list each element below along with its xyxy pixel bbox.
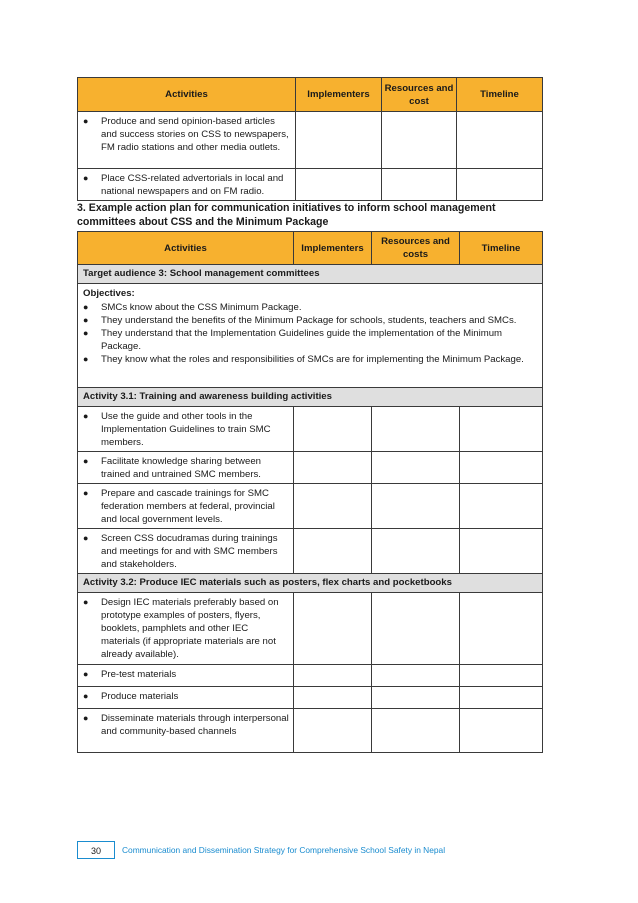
bullet-icon: ● — [83, 354, 89, 364]
bullet-icon: ● — [83, 173, 89, 183]
objectives-label: Objectives: — [83, 288, 135, 299]
list-item: ● They understand that the Implementation Guidelines guide the implementation of the Minimum Package. — [83, 328, 503, 352]
table-row: ● Disseminate materials through interpersonal and community-based channels — [78, 709, 543, 753]
col-header-activities: Activities — [78, 78, 296, 112]
bullet-icon: ● — [83, 533, 89, 543]
bullet-icon: ● — [83, 669, 89, 679]
col-header-implementers: Implementers — [294, 232, 372, 265]
objectives-cell — [78, 284, 543, 388]
list-item: ● They know what the roles and responsibilities of SMCs are for implementing the Minimum Package. — [83, 354, 524, 365]
bullet-icon: ● — [83, 597, 89, 607]
section-heading: 3. Example action plan for communication initiatives to inform school management committees about CSS and the Minimum Package — [77, 202, 496, 228]
list-item: ● They understand the benefits of the Minimum Package for schools, students, teachers and SMCs. — [83, 315, 517, 326]
table-row: ● Pre-test materials — [78, 665, 543, 687]
page-number: 30 — [77, 841, 115, 859]
bullet-icon: ● — [83, 691, 89, 701]
page-footer — [77, 840, 445, 859]
table-row: ● Produce materials — [78, 687, 543, 709]
table-row: ● Use the guide and other tools in the Implementation Guidelines to train SMC members. — [78, 407, 543, 452]
bullet-icon: ● — [83, 116, 89, 126]
bullet-icon: ● — [83, 713, 89, 723]
col-header-resources: Resources and cost — [382, 78, 457, 112]
table-action-plan-3 — [77, 231, 543, 753]
col-header-implementers: Implementers — [296, 78, 382, 112]
table-row — [78, 112, 543, 169]
list-item: ● SMCs know about the CSS Minimum Package. — [83, 302, 302, 313]
target-audience-row: Target audience 3: School management committees — [78, 265, 543, 284]
activity-section-title: Activity 3.2: Produce IEC materials such as posters, flex charts and pocketbooks — [78, 574, 543, 593]
table-row: ● Screen CSS docudramas during trainings and meetings for and with SMC members and stakeholders. — [78, 529, 543, 574]
col-header-timeline: Timeline — [460, 232, 543, 265]
bullet-icon: ● — [83, 456, 89, 466]
bullet-icon: ● — [83, 488, 89, 498]
bullet-icon: ● — [83, 302, 89, 312]
table-row: ● Prepare and cascade trainings for SMC federation members at federal, provincial and local government levels. — [78, 484, 543, 529]
col-header-activities: Activities — [78, 232, 294, 265]
footer-title: Communication and Dissemination Strategy for Comprehensive School Safety in Nepal — [122, 844, 446, 855]
col-header-resources: Resources and costs — [372, 232, 460, 265]
activity-section-title: Activity 3.1: Training and awareness building activities — [78, 388, 543, 407]
col-header-timeline: Timeline — [457, 78, 543, 112]
table-communication-1 — [77, 77, 543, 201]
activity-text: Place CSS-related advertorials in local and national newspapers and on FM radio. — [101, 173, 284, 197]
activity-text: Produce and send opinion-based articles and success stories on CSS to newspapers, FM radio stations and other media outlets. — [101, 116, 289, 153]
table-row: ● Design IEC materials preferably based on prototype examples of posters, flyers, booklets, pamphlets and other IEC materials (if appropriate materials are not already available). — [78, 593, 543, 665]
table-row: ● Facilitate knowledge sharing between trained and untrained SMC members. — [78, 452, 543, 484]
bullet-icon: ● — [83, 328, 89, 338]
bullet-icon: ● — [83, 411, 89, 421]
bullet-icon: ● — [83, 315, 89, 325]
table-row — [78, 169, 543, 201]
